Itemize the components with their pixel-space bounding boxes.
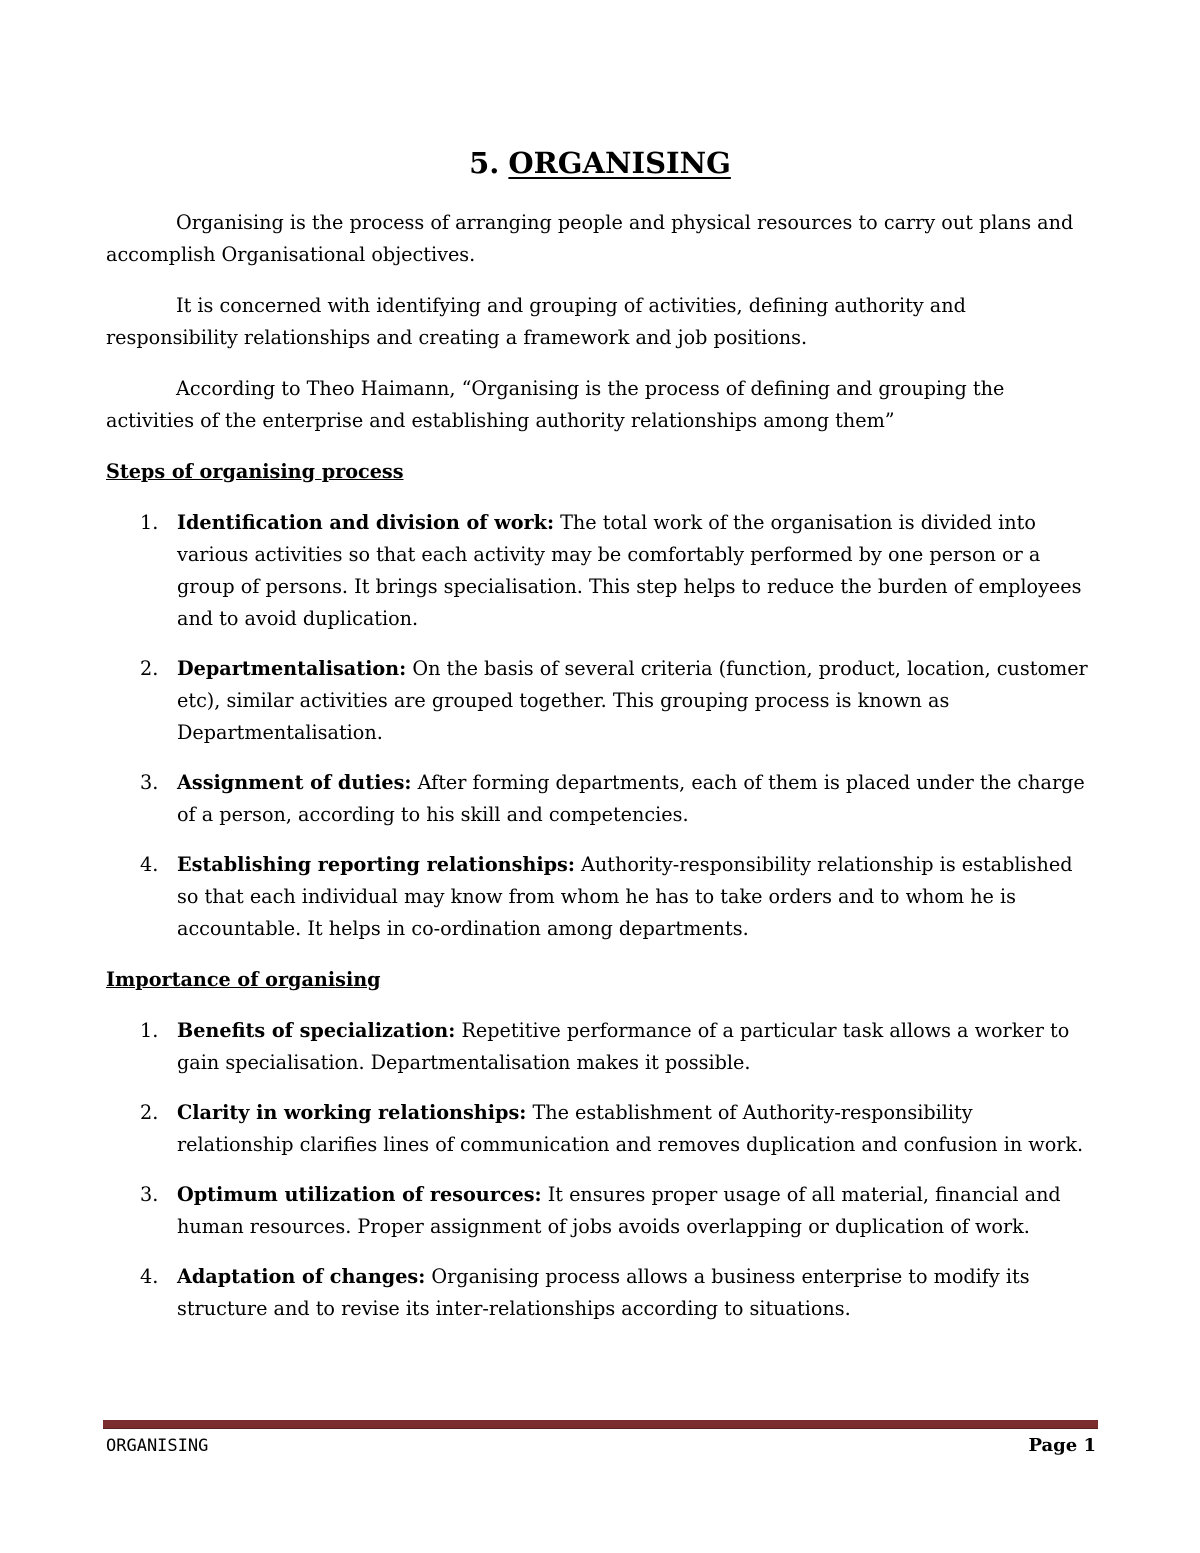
definition-paragraph: According to Theo Haimann, “Organising is the process of defining and grouping the activities of the enterprise and establishing authority relationships among them” [106, 377, 1005, 432]
title-number: 5. [469, 146, 500, 180]
list-number: 1. [140, 1019, 159, 1042]
list-number: 4. [140, 853, 159, 876]
list-text: The total work of the organisation is divided into various activities so that each activity may be comfortably performed by one person or a group of persons. It brings specialisation. This step helps to reduce the burden of employees and to avoid duplication. [177, 511, 1082, 630]
list-number: 1. [140, 511, 159, 534]
list-term: Optimum utilization of resources: [177, 1183, 542, 1206]
list-term: Adaptation of changes: [177, 1265, 426, 1288]
list-term: Benefits of specialization: [177, 1019, 456, 1042]
importance-heading: Importance of organising [106, 968, 381, 991]
list-text: After forming departments, each of them is placed under the charge of a person, according to his skill and competencies. [177, 771, 1085, 826]
footer-title: ORGANISING [106, 1436, 209, 1456]
list-term: Identification and division of work: [177, 511, 555, 534]
document-page [106, 0, 1094, 1553]
list-term: Clarity in working relationships: [177, 1101, 527, 1124]
list-text: Organising process allows a business enterprise to modify its structure and to revise its inter-relationships according to situations. [177, 1265, 1030, 1320]
list-item [106, 1261, 1094, 1325]
list-term: Assignment of duties: [177, 771, 412, 794]
list-number: 2. [140, 657, 159, 680]
steps-heading: Steps of organising process [106, 460, 404, 483]
list-term: Establishing reporting relationships: [177, 853, 575, 876]
list-item [106, 767, 1094, 831]
title-word: ORGANISING [508, 146, 731, 180]
list-number: 3. [140, 771, 159, 794]
intro-paragraph: Organising is the process of arranging people and physical resources to carry out plans and accomplish Organisational objectives. [106, 211, 1074, 266]
list-text: Repetitive performance of a particular task allows a worker to gain specialisation. Departmentalisation makes it possible. [177, 1019, 1070, 1074]
list-number: 2. [140, 1101, 159, 1124]
importance-list [106, 1015, 1094, 1325]
list-item [106, 653, 1094, 749]
list-text: It ensures proper usage of all material, financial and human resources. Proper assignment of jobs avoids overlapping or duplication of work. [177, 1183, 1061, 1238]
concern-paragraph: It is concerned with identifying and grouping of activities, defining authority and responsibility relationships and creating a framework and job positions. [106, 294, 966, 349]
list-item [106, 1179, 1094, 1243]
list-number: 3. [140, 1183, 159, 1206]
list-item [106, 849, 1094, 945]
list-text: The establishment of Authority-responsibility relationship clarifies lines of communication and removes duplication and confusion in work. [177, 1101, 1084, 1156]
list-number: 4. [140, 1265, 159, 1288]
list-item [106, 507, 1094, 635]
list-item [106, 1097, 1094, 1161]
footer-rule [103, 1420, 1098, 1429]
list-term: Departmentalisation: [177, 657, 407, 680]
steps-list [106, 507, 1094, 945]
list-item [106, 1015, 1094, 1079]
list-text: Authority-responsibility relationship is established so that each individual may know from whom he has to take orders and to whom he is accountable. It helps in co-ordination among departments. [177, 853, 1073, 940]
document-body [106, 207, 1094, 1344]
page-number: Page 1 [1028, 1435, 1096, 1456]
page-title [106, 143, 1094, 183]
list-text: On the basis of several criteria (function, product, location, customer etc), similar activities are grouped together. This grouping process is known as Departmentalisation. [177, 657, 1088, 744]
